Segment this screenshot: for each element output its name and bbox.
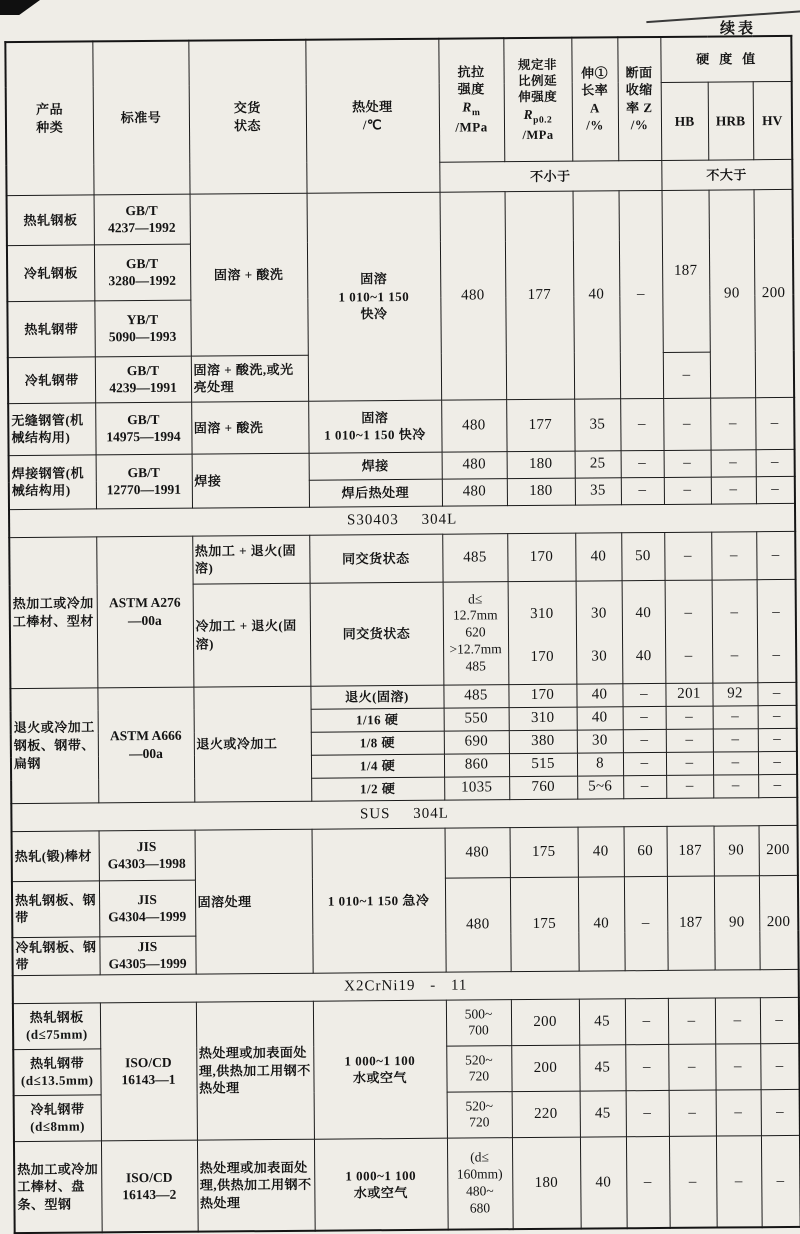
scan-corner-artifact bbox=[0, 0, 40, 15]
r4-hb: – bbox=[663, 352, 710, 398]
r5-rm: 480 bbox=[441, 399, 506, 452]
r12-hb: – bbox=[666, 729, 713, 752]
r15-hb: 187 bbox=[667, 826, 714, 876]
hdr-reduction: 断面 收缩 率 Z /% bbox=[617, 37, 661, 161]
r14-hrb: – bbox=[713, 774, 758, 797]
hdr-hb: HB bbox=[661, 82, 709, 160]
hdr-rp-symbol: R bbox=[523, 106, 534, 122]
r13-hv: – bbox=[758, 751, 797, 774]
r8-standard: ASTM A276 —00a bbox=[96, 536, 193, 688]
r5-a: 35 bbox=[574, 399, 620, 451]
r15-rp: 175 bbox=[510, 827, 578, 878]
r7-rp: 180 bbox=[507, 478, 575, 506]
r9-z-lower: 40 bbox=[635, 647, 652, 664]
r15-rm: 480 bbox=[445, 827, 510, 878]
r18-hv: – bbox=[760, 997, 799, 1043]
r4-standard: GB/T 4239—1991 bbox=[95, 356, 191, 403]
r16-hv: 200 bbox=[759, 875, 799, 969]
r21-heat: 1 000~1 100 水或空气 bbox=[314, 1138, 448, 1231]
r8-rm: 485 bbox=[442, 533, 507, 582]
r15-hrb: 90 bbox=[714, 825, 759, 875]
r20-product: 冷轧钢带 (d≤8mm) bbox=[14, 1095, 101, 1142]
r11-a: 40 bbox=[577, 707, 623, 730]
r12-rp: 380 bbox=[509, 730, 577, 754]
hdr-rp-label: 规定非 比例延 伸强度 bbox=[517, 57, 558, 105]
r21-standard: ISO/CD 16143—2 bbox=[101, 1140, 198, 1233]
r14-heat: 1/2 硬 bbox=[311, 777, 444, 801]
r1-hb: 187 bbox=[662, 190, 710, 352]
r6-hv: – bbox=[756, 449, 795, 476]
r10-hv: – bbox=[757, 682, 796, 705]
hdr-heat: 热处理 /℃ bbox=[305, 39, 439, 193]
r16-hb: 187 bbox=[667, 876, 715, 970]
r13-rm: 860 bbox=[444, 753, 509, 777]
hdr-hv: HV bbox=[753, 81, 793, 159]
r20-rp: 220 bbox=[512, 1091, 580, 1138]
r19-rp: 200 bbox=[511, 1045, 579, 1092]
r8-delivery: 热加工 + 退火(固溶) bbox=[192, 535, 309, 584]
r9-z-upper: 40 bbox=[635, 604, 652, 621]
r15-heat: 1 010~1 150 急冷 bbox=[312, 828, 446, 973]
r18-rp: 200 bbox=[511, 999, 579, 1046]
hdr-rm-subscript: m bbox=[471, 107, 481, 118]
r14-rm: 1035 bbox=[444, 776, 509, 800]
r7-hv: – bbox=[756, 476, 795, 503]
r1-rm: 480 bbox=[440, 191, 507, 400]
r21-delivery: 热处理或加表面处理,供热加工用钢不热处理 bbox=[197, 1139, 315, 1232]
r20-hv: – bbox=[761, 1089, 800, 1135]
hdr-rp-subscript: p0.2 bbox=[533, 115, 553, 126]
r19-hrb: – bbox=[715, 1044, 760, 1090]
r18-standard: ISO/CD 16143—1 bbox=[100, 1002, 197, 1141]
r18-product: 热轧钢板 (d≤75mm) bbox=[13, 1003, 100, 1050]
r20-hb: – bbox=[669, 1090, 716, 1136]
r8-z: 50 bbox=[621, 532, 664, 580]
r16-rm: 480 bbox=[445, 877, 511, 972]
r9-rp bbox=[508, 581, 577, 685]
hdr-elongation: 伸① 长率 A /% bbox=[571, 37, 618, 161]
r1-hv: 200 bbox=[754, 189, 795, 397]
r2-product: 冷轧钢板 bbox=[7, 245, 94, 302]
r8-hb: – bbox=[664, 532, 711, 580]
r10-rm: 485 bbox=[443, 684, 508, 708]
r7-heat: 焊后热处理 bbox=[309, 479, 442, 507]
r18-heat: 1 000~1 100 水或空气 bbox=[313, 1000, 447, 1139]
hdr-rm-symbol: R bbox=[462, 99, 472, 115]
hdr-rm bbox=[438, 38, 504, 162]
r17-standard: JIS G4305—1999 bbox=[99, 936, 195, 975]
hdr-rp-unit: /MPa bbox=[522, 127, 554, 142]
r16-z: – bbox=[624, 876, 668, 970]
hdr-not-greater-than: 不大于 bbox=[661, 159, 792, 190]
r18-z: – bbox=[625, 998, 668, 1044]
hdr-rp bbox=[503, 38, 572, 162]
r19-z: – bbox=[625, 1044, 668, 1090]
r9-hv-upper: – bbox=[772, 603, 781, 620]
r18-delivery: 热处理或加表面处理,供热加工用钢不热处理 bbox=[196, 1001, 314, 1140]
r5-hb: – bbox=[663, 398, 710, 450]
r1-rp: 177 bbox=[505, 191, 575, 400]
r8-hv: – bbox=[756, 531, 795, 579]
r4-delivery: 固溶 + 酸洗,或光亮处理 bbox=[191, 355, 308, 402]
r10-rp: 170 bbox=[508, 684, 576, 708]
r12-a: 30 bbox=[577, 730, 623, 753]
hdr-hrb: HRB bbox=[708, 82, 754, 160]
r9-hb bbox=[665, 580, 713, 683]
r21-rm: (d≤ 160mm) 480~ 680 bbox=[447, 1138, 513, 1231]
r8-product: 热加工或冷加工棒材、型材 bbox=[9, 537, 97, 689]
r7-a: 35 bbox=[575, 478, 621, 505]
r10-a: 40 bbox=[576, 684, 622, 707]
r11-hb: – bbox=[666, 706, 713, 729]
r16-standard: JIS G4304—1999 bbox=[99, 880, 195, 937]
r10-standard: ASTM A666 —00a bbox=[97, 687, 194, 803]
r4-product: 冷轧钢带 bbox=[8, 357, 95, 404]
r20-rm: 520~ 720 bbox=[447, 1092, 512, 1139]
r5-rp: 177 bbox=[506, 399, 574, 452]
hdr-standard: 标准号 bbox=[92, 41, 189, 195]
r9-delivery: 冷加工 + 退火(固溶) bbox=[193, 583, 311, 687]
r21-hb: – bbox=[669, 1136, 717, 1228]
r9-z bbox=[622, 580, 666, 683]
r9-hrb-upper: – bbox=[730, 604, 739, 621]
r21-z: – bbox=[626, 1136, 670, 1228]
r14-rp: 760 bbox=[509, 776, 577, 800]
continued-table-label: 续表 bbox=[719, 21, 756, 37]
section-header-x2crni19-11: X2CrNi19 - 11 bbox=[13, 969, 799, 1003]
r13-a: 8 bbox=[577, 753, 623, 776]
r21-hrb: – bbox=[716, 1136, 762, 1228]
r18-hb: – bbox=[668, 998, 715, 1044]
r11-heat: 1/16 硬 bbox=[311, 708, 444, 732]
r14-hb: – bbox=[666, 775, 713, 798]
r5-hrb: – bbox=[710, 398, 755, 450]
r10-z: – bbox=[622, 683, 665, 706]
r15-z: 60 bbox=[624, 826, 667, 876]
r19-product: 热轧钢带 (d≤13.5mm) bbox=[13, 1049, 100, 1096]
r9-a-upper: 30 bbox=[590, 605, 607, 622]
hdr-delivery: 交货 状态 bbox=[188, 40, 306, 194]
r5-heat: 固溶 1 010~1 150 快冷 bbox=[308, 400, 441, 453]
r9-hb-lower: – bbox=[684, 647, 693, 664]
hdr-rm-unit: /MPa bbox=[455, 119, 488, 135]
r9-hrb-lower: – bbox=[730, 647, 739, 664]
r1-z: – bbox=[619, 190, 664, 398]
r18-hrb: – bbox=[715, 998, 760, 1044]
r13-rp: 515 bbox=[509, 753, 577, 777]
r5-delivery: 固溶 + 酸洗 bbox=[191, 401, 308, 454]
r11-hrb: – bbox=[713, 705, 758, 728]
r1-a: 40 bbox=[573, 191, 621, 399]
r11-hv: – bbox=[758, 705, 797, 728]
r12-z: – bbox=[623, 729, 666, 752]
r9-hv bbox=[757, 579, 797, 682]
r8-heat: 同交货状态 bbox=[309, 534, 442, 583]
r9-a bbox=[576, 581, 623, 684]
r8-hrb: – bbox=[711, 532, 756, 580]
r16-rp: 175 bbox=[510, 877, 579, 972]
r6-hrb: – bbox=[711, 450, 756, 477]
r7-hb: – bbox=[664, 477, 711, 504]
r14-a: 5~6 bbox=[577, 776, 623, 799]
r10-hrb: 92 bbox=[712, 682, 757, 705]
table-wrapper bbox=[4, 35, 800, 1234]
r20-a: 45 bbox=[580, 1091, 626, 1137]
r8-a: 40 bbox=[575, 533, 621, 581]
r1-heat: 固溶 1 010~1 150 快冷 bbox=[307, 192, 442, 401]
r9-rm: d≤ 12.7mm 620 >12.7mm 485 bbox=[443, 581, 509, 685]
r9-rp-upper: 310 bbox=[530, 605, 554, 622]
section-header-s30403: S30403 304L bbox=[9, 503, 795, 537]
r7-z: – bbox=[621, 477, 664, 504]
section-header-sus304l: SUS 304L bbox=[11, 797, 797, 831]
r16-product: 热轧钢板、钢带 bbox=[12, 881, 99, 938]
r16-hrb: 90 bbox=[714, 875, 760, 969]
r19-hv: – bbox=[760, 1043, 799, 1089]
r1-delivery: 固溶 + 酸洗 bbox=[190, 193, 308, 356]
r20-hrb: – bbox=[716, 1090, 761, 1136]
r6-standard: GB/T 12770—1991 bbox=[96, 454, 192, 509]
r6-hb: – bbox=[664, 450, 711, 477]
r18-a: 45 bbox=[579, 999, 625, 1045]
r15-delivery: 固溶处理 bbox=[195, 829, 313, 974]
r7-rm: 480 bbox=[442, 478, 507, 506]
r21-rp: 180 bbox=[512, 1137, 581, 1230]
r9-hv-lower: – bbox=[772, 646, 781, 663]
r5-z: – bbox=[620, 398, 663, 450]
r15-hv: 200 bbox=[759, 825, 798, 875]
r9-rp-lower: 170 bbox=[530, 648, 554, 665]
r19-rm: 520~ 720 bbox=[446, 1046, 511, 1093]
r10-heat: 退火(固溶) bbox=[310, 685, 443, 709]
r5-product: 无缝钢管(机械结构用) bbox=[8, 403, 95, 456]
r17-product: 冷轧钢板、钢带 bbox=[12, 937, 99, 976]
hdr-rm-label: 抗拉 强度 bbox=[457, 64, 485, 97]
r11-z: – bbox=[623, 706, 666, 729]
r6-product: 焊接钢管(机械结构用) bbox=[9, 455, 96, 510]
r13-heat: 1/4 硬 bbox=[311, 754, 444, 778]
r19-hb: – bbox=[668, 1044, 715, 1090]
r1-standard: GB/T 4237—1992 bbox=[94, 194, 190, 245]
r7-hrb: – bbox=[711, 477, 756, 504]
r12-heat: 1/8 硬 bbox=[311, 731, 444, 755]
r12-hrb: – bbox=[713, 728, 758, 751]
r3-product: 热轧钢带 bbox=[7, 301, 94, 358]
r3-standard: YB/T 5090—1993 bbox=[94, 300, 190, 357]
r19-a: 45 bbox=[579, 1045, 625, 1091]
r13-hb: – bbox=[666, 752, 713, 775]
r15-product: 热轧(锻)棒材 bbox=[12, 831, 99, 882]
hdr-hardness: 硬度值 bbox=[660, 36, 791, 82]
r21-hv: – bbox=[761, 1135, 800, 1227]
r5-hv: – bbox=[755, 397, 794, 449]
r11-rm: 550 bbox=[444, 707, 509, 731]
r21-product: 热加工或冷加工棒材、盘条、型钢 bbox=[14, 1141, 102, 1234]
r6-rm: 480 bbox=[442, 451, 507, 479]
r1-product: 热轧钢板 bbox=[7, 195, 94, 246]
r9-hrb bbox=[712, 580, 758, 683]
r21-a: 40 bbox=[580, 1137, 627, 1229]
r13-hrb: – bbox=[713, 751, 758, 774]
r16-a: 40 bbox=[578, 877, 625, 971]
r12-hv: – bbox=[758, 728, 797, 751]
r6-delivery: 焊接 bbox=[192, 453, 309, 508]
r10-hb: 201 bbox=[665, 683, 712, 706]
r8-rp: 170 bbox=[507, 533, 575, 582]
r12-rm: 690 bbox=[444, 730, 509, 754]
r6-rp: 180 bbox=[507, 451, 575, 479]
r20-z: – bbox=[626, 1090, 669, 1136]
r11-rp: 310 bbox=[509, 707, 577, 731]
r9-a-lower: 30 bbox=[591, 648, 608, 665]
r14-hv: – bbox=[758, 774, 797, 797]
r18-rm: 500~ 700 bbox=[446, 1000, 511, 1047]
r6-z: – bbox=[621, 450, 664, 477]
r2-standard: GB/T 3280—1992 bbox=[94, 244, 190, 301]
r5-standard: GB/T 14975—1994 bbox=[95, 402, 191, 455]
r9-heat: 同交货状态 bbox=[310, 582, 444, 686]
r15-a: 40 bbox=[578, 827, 624, 877]
r6-a: 25 bbox=[575, 451, 621, 478]
r15-standard: JIS G4303—1998 bbox=[99, 830, 195, 881]
r14-z: – bbox=[623, 775, 666, 798]
hdr-product: 产品 种类 bbox=[5, 41, 93, 195]
r9-hb-upper: – bbox=[684, 604, 693, 621]
r1-hrb: 90 bbox=[709, 190, 756, 398]
hdr-not-less-than: 不小于 bbox=[439, 160, 661, 192]
r13-z: – bbox=[623, 752, 666, 775]
spec-table bbox=[4, 35, 800, 1234]
r6-heat: 焊接 bbox=[309, 452, 442, 480]
r10-product: 退火或冷加工钢板、钢带、扁钢 bbox=[10, 688, 98, 804]
r10-delivery: 退火或冷加工 bbox=[193, 686, 311, 802]
